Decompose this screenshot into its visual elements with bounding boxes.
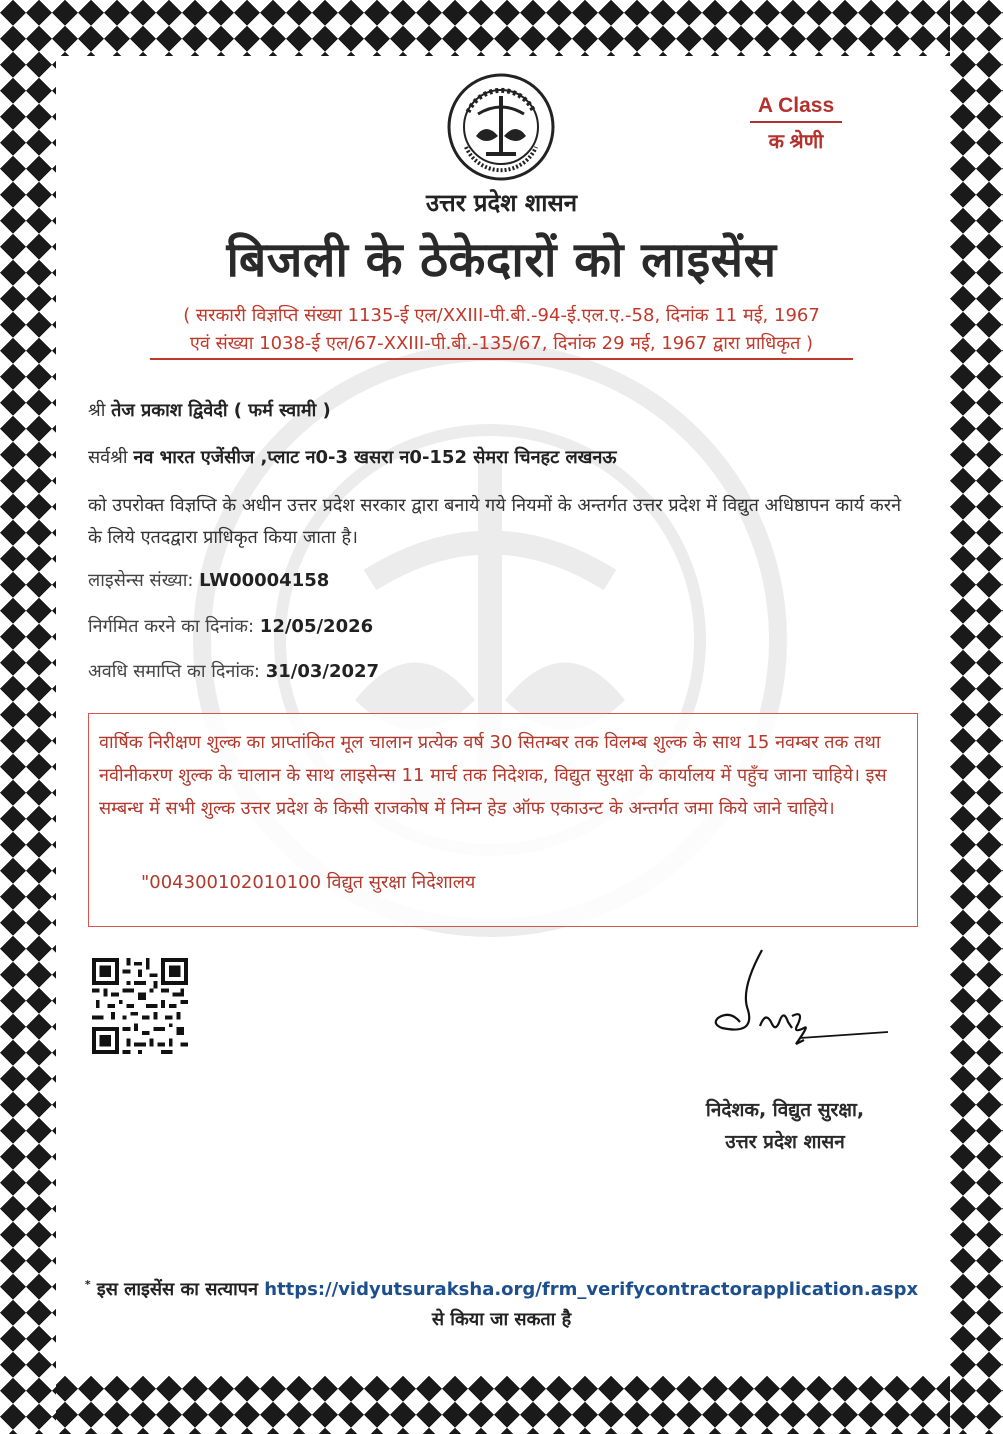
issue-date-value: 12/05/2026 bbox=[259, 616, 374, 637]
notification-line-2: एवं संख्या 1038-ई एल/67-XXIII-पी.बी.-135/67, दिनांक 29 मई, 1967 द्वारा प्राधिकृत ) bbox=[189, 333, 814, 354]
firm-prefix: सर्वश्री bbox=[88, 447, 128, 468]
fee-notice-box bbox=[88, 713, 918, 927]
owner-name: तेज प्रकाश द्विवेदी ( फर्म स्वामी ) bbox=[111, 400, 331, 421]
signatory-office: उत्तर प्रदेश शासन bbox=[725, 1131, 845, 1153]
class-label-hi: क श्रेणी bbox=[768, 131, 824, 153]
verification-note bbox=[0, 1270, 1003, 1335]
license-number-row bbox=[88, 568, 329, 592]
issue-date-row bbox=[88, 614, 373, 638]
verification-link[interactable]: https://vidyutsuraksha.org/frm_verifycontractorapplication.aspx bbox=[264, 1279, 919, 1300]
decorative-border-bottom bbox=[0, 1376, 1003, 1434]
class-label-en: A Class bbox=[750, 94, 842, 123]
class-badge bbox=[750, 94, 842, 154]
owner-line bbox=[88, 398, 331, 422]
decorative-border-top bbox=[0, 0, 1003, 56]
expiry-date-value: 31/03/2027 bbox=[265, 661, 380, 682]
verification-prefix: इस लाइसेंस का सत्यापन bbox=[96, 1279, 258, 1300]
divider bbox=[150, 358, 853, 360]
qr-code-icon bbox=[92, 958, 188, 1054]
firm-name: नव भारत एजेंसीज ,प्लाट न0-3 खसरा न0-152 सेमरा चिनहट लखनऊ bbox=[133, 447, 617, 468]
up-government-emblem-icon bbox=[446, 72, 556, 182]
license-number-label: लाइसेन्स संख्या: bbox=[88, 570, 194, 591]
authorization-text: को उपरोक्त विज्ञप्ति के अधीन उत्तर प्रदेश सरकार द्वारा बनाये गये नियमों के अन्तर्गत उत्तर प्रदेश में विद्युत अधिष्ठापन कार्य करने के लिये एतदद्वारा प्राधिकृत किया जाता है। bbox=[88, 495, 902, 548]
notification-reference bbox=[140, 302, 863, 358]
notification-line-1: ( सरकारी विज्ञप्ति संख्या 1135-ई एल/XXIII-पी.बी.-94-ई.एल.ए.-58, दिनांक 11 मई, 1967 bbox=[183, 305, 820, 326]
account-head: "004300102010100 विद्युत सुरक्षा निदेशालय bbox=[141, 872, 476, 893]
license-number-value: LW00004158 bbox=[199, 570, 330, 591]
expiry-date-label: अवधि समाप्ति का दिनांक: bbox=[88, 661, 260, 682]
expiry-date-row bbox=[88, 659, 379, 683]
signatory-block bbox=[620, 1094, 950, 1158]
government-name: उत्तर प्रदेश शासन bbox=[425, 189, 578, 217]
footnote-marker: * bbox=[84, 1278, 91, 1291]
fee-notice-text: वार्षिक निरीक्षण शुल्क का प्राप्तांकित मूल चालान प्रत्येक वर्ष 30 सितम्बर तक विलम्ब शुल्क के साथ 15 नवम्बर तक तथा नवीनीकरण शुल्क के चालान के साथ लाइसेन्स 11 मार्च तक निदेशक, विद्युत सुरक्षा के कार्यालय में पहुँच जाना चाहिये। इस सम्बन्ध में सभी शुल्क उत्तर प्रदेश के किसी राजकोष में निम्न हेड ऑफ एकाउन्ट के अन्तर्गत जमा किये जाने चाहिये। bbox=[99, 732, 887, 819]
verification-suffix: से किया जा सकता है bbox=[431, 1309, 572, 1330]
owner-prefix: श्री bbox=[88, 400, 106, 421]
certificate-title: बिजली के ठेकेदारों को लाइसेंस bbox=[226, 232, 777, 288]
firm-line bbox=[88, 445, 617, 469]
issue-date-label: निर्गमित करने का दिनांक: bbox=[88, 616, 255, 637]
signatory-designation: निदेशक, विद्युत सुरक्षा, bbox=[705, 1099, 865, 1121]
signature-icon bbox=[700, 940, 900, 1060]
verification-line-1 bbox=[0, 1270, 1003, 1305]
